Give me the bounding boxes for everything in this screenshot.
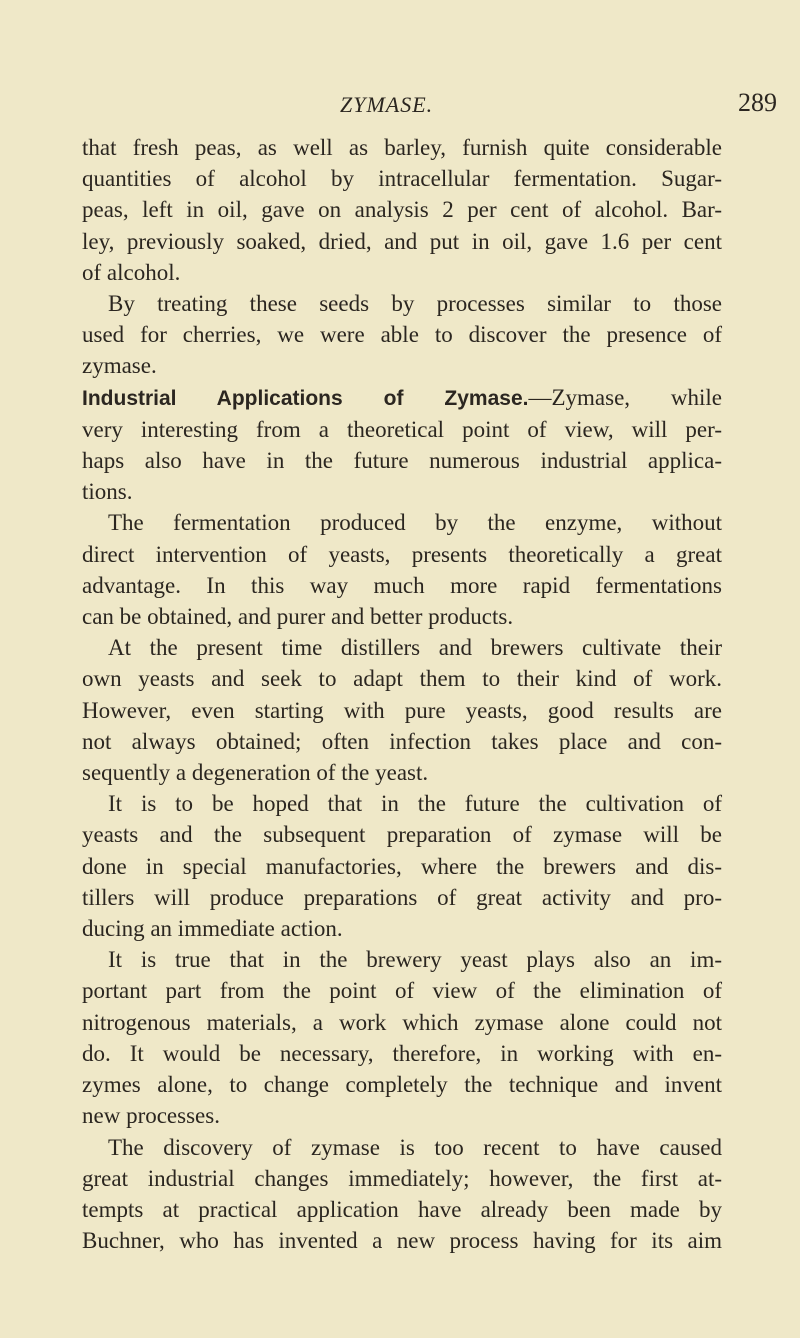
text-line: that fresh peas, as well as barley, furnish quite considerable [82,135,722,160]
text-line: nitrogenous materials, a work which zymase alone could not [82,1009,722,1035]
text-line: do. It would be necessary, therefore, in working with en- [82,1040,722,1066]
text-line: own yeasts and seek to adapt them to their kind of work. [82,666,722,692]
text-line: new processes. [82,1103,220,1129]
text-line: ducing an immediate action. [82,916,343,942]
paragraph [82,507,722,632]
text-line: great industrial changes immediately; however, the first at- [82,1165,722,1191]
paragraph [82,382,722,508]
text-line: not always obtained; often infection takes place and con- [82,728,722,754]
paragraph [82,1132,722,1257]
text-line: Buchner, who has invented a new process having for its aim [82,1228,722,1254]
text-line: By treating these seeds by processes similar to those [108,291,722,317]
text-line: quantities of alcohol by intracellular fermentation. Sugar- [82,166,722,192]
paragraph [82,788,722,944]
section-heading: Industrial Applications of Zymase. [82,386,529,410]
text-line: portant part from the point of view of the elimination of [82,978,722,1004]
text-line: At the present time distillers and brewers cultivate their [108,635,722,661]
text-line [82,382,722,414]
paragraph [82,288,722,382]
text-line: tempts at practical application have already been made by [82,1196,722,1222]
text-line: used for cherries, we were able to discover the presence of [82,322,722,348]
text-line: very interesting from a theoretical point of view, will per- [82,416,722,442]
text-line: The discovery of zymase is too recent to have caused [108,1134,722,1160]
text-line: zymes alone, to change completely the technique and invent [82,1072,722,1098]
text-line: zymase. [82,353,157,379]
text-line: direct intervention of yeasts, presents theoretically a great [82,541,722,567]
text-line: However, even starting with pure yeasts, good results are [82,697,722,723]
text-line: It is to be hoped that in the future the cultivation of [108,791,722,817]
text-line: of alcohol. [82,259,181,285]
text-line: sequently a degeneration of the yeast. [82,760,429,786]
paragraph [82,944,722,1131]
text-line: done in special manufactories, where the brewers and dis- [82,853,722,879]
text-line: tions. [82,479,133,505]
text-line: peas, left in oil, gave on analysis 2 per cent of alcohol. Bar- [82,197,722,223]
body-text [82,132,722,1256]
heading-continuation: —Zymase, while [528,384,722,410]
page-header [0,84,800,124]
text-line: advantage. In this way much more rapid fermentations [82,572,722,598]
paragraph [82,132,722,288]
text-line: It is true that in the brewery yeast plays also an im- [108,947,722,973]
paragraph [82,632,722,788]
running-head: ZYMASE. [340,92,434,117]
text-line: The fermentation produced by the enzyme, without [108,510,722,536]
text-line: ley, previously soaked, dried, and put in oil, gave 1.6 per cent [82,228,722,254]
text-line: haps also have in the future numerous industrial applica- [82,448,722,474]
text-line: can be obtained, and purer and better products. [82,604,514,630]
text-line: tillers will produce preparations of great activity and pro- [82,884,722,910]
text-line: yeasts and the subsequent preparation of zymase will be [82,822,722,848]
page-number: 289 [738,88,777,117]
